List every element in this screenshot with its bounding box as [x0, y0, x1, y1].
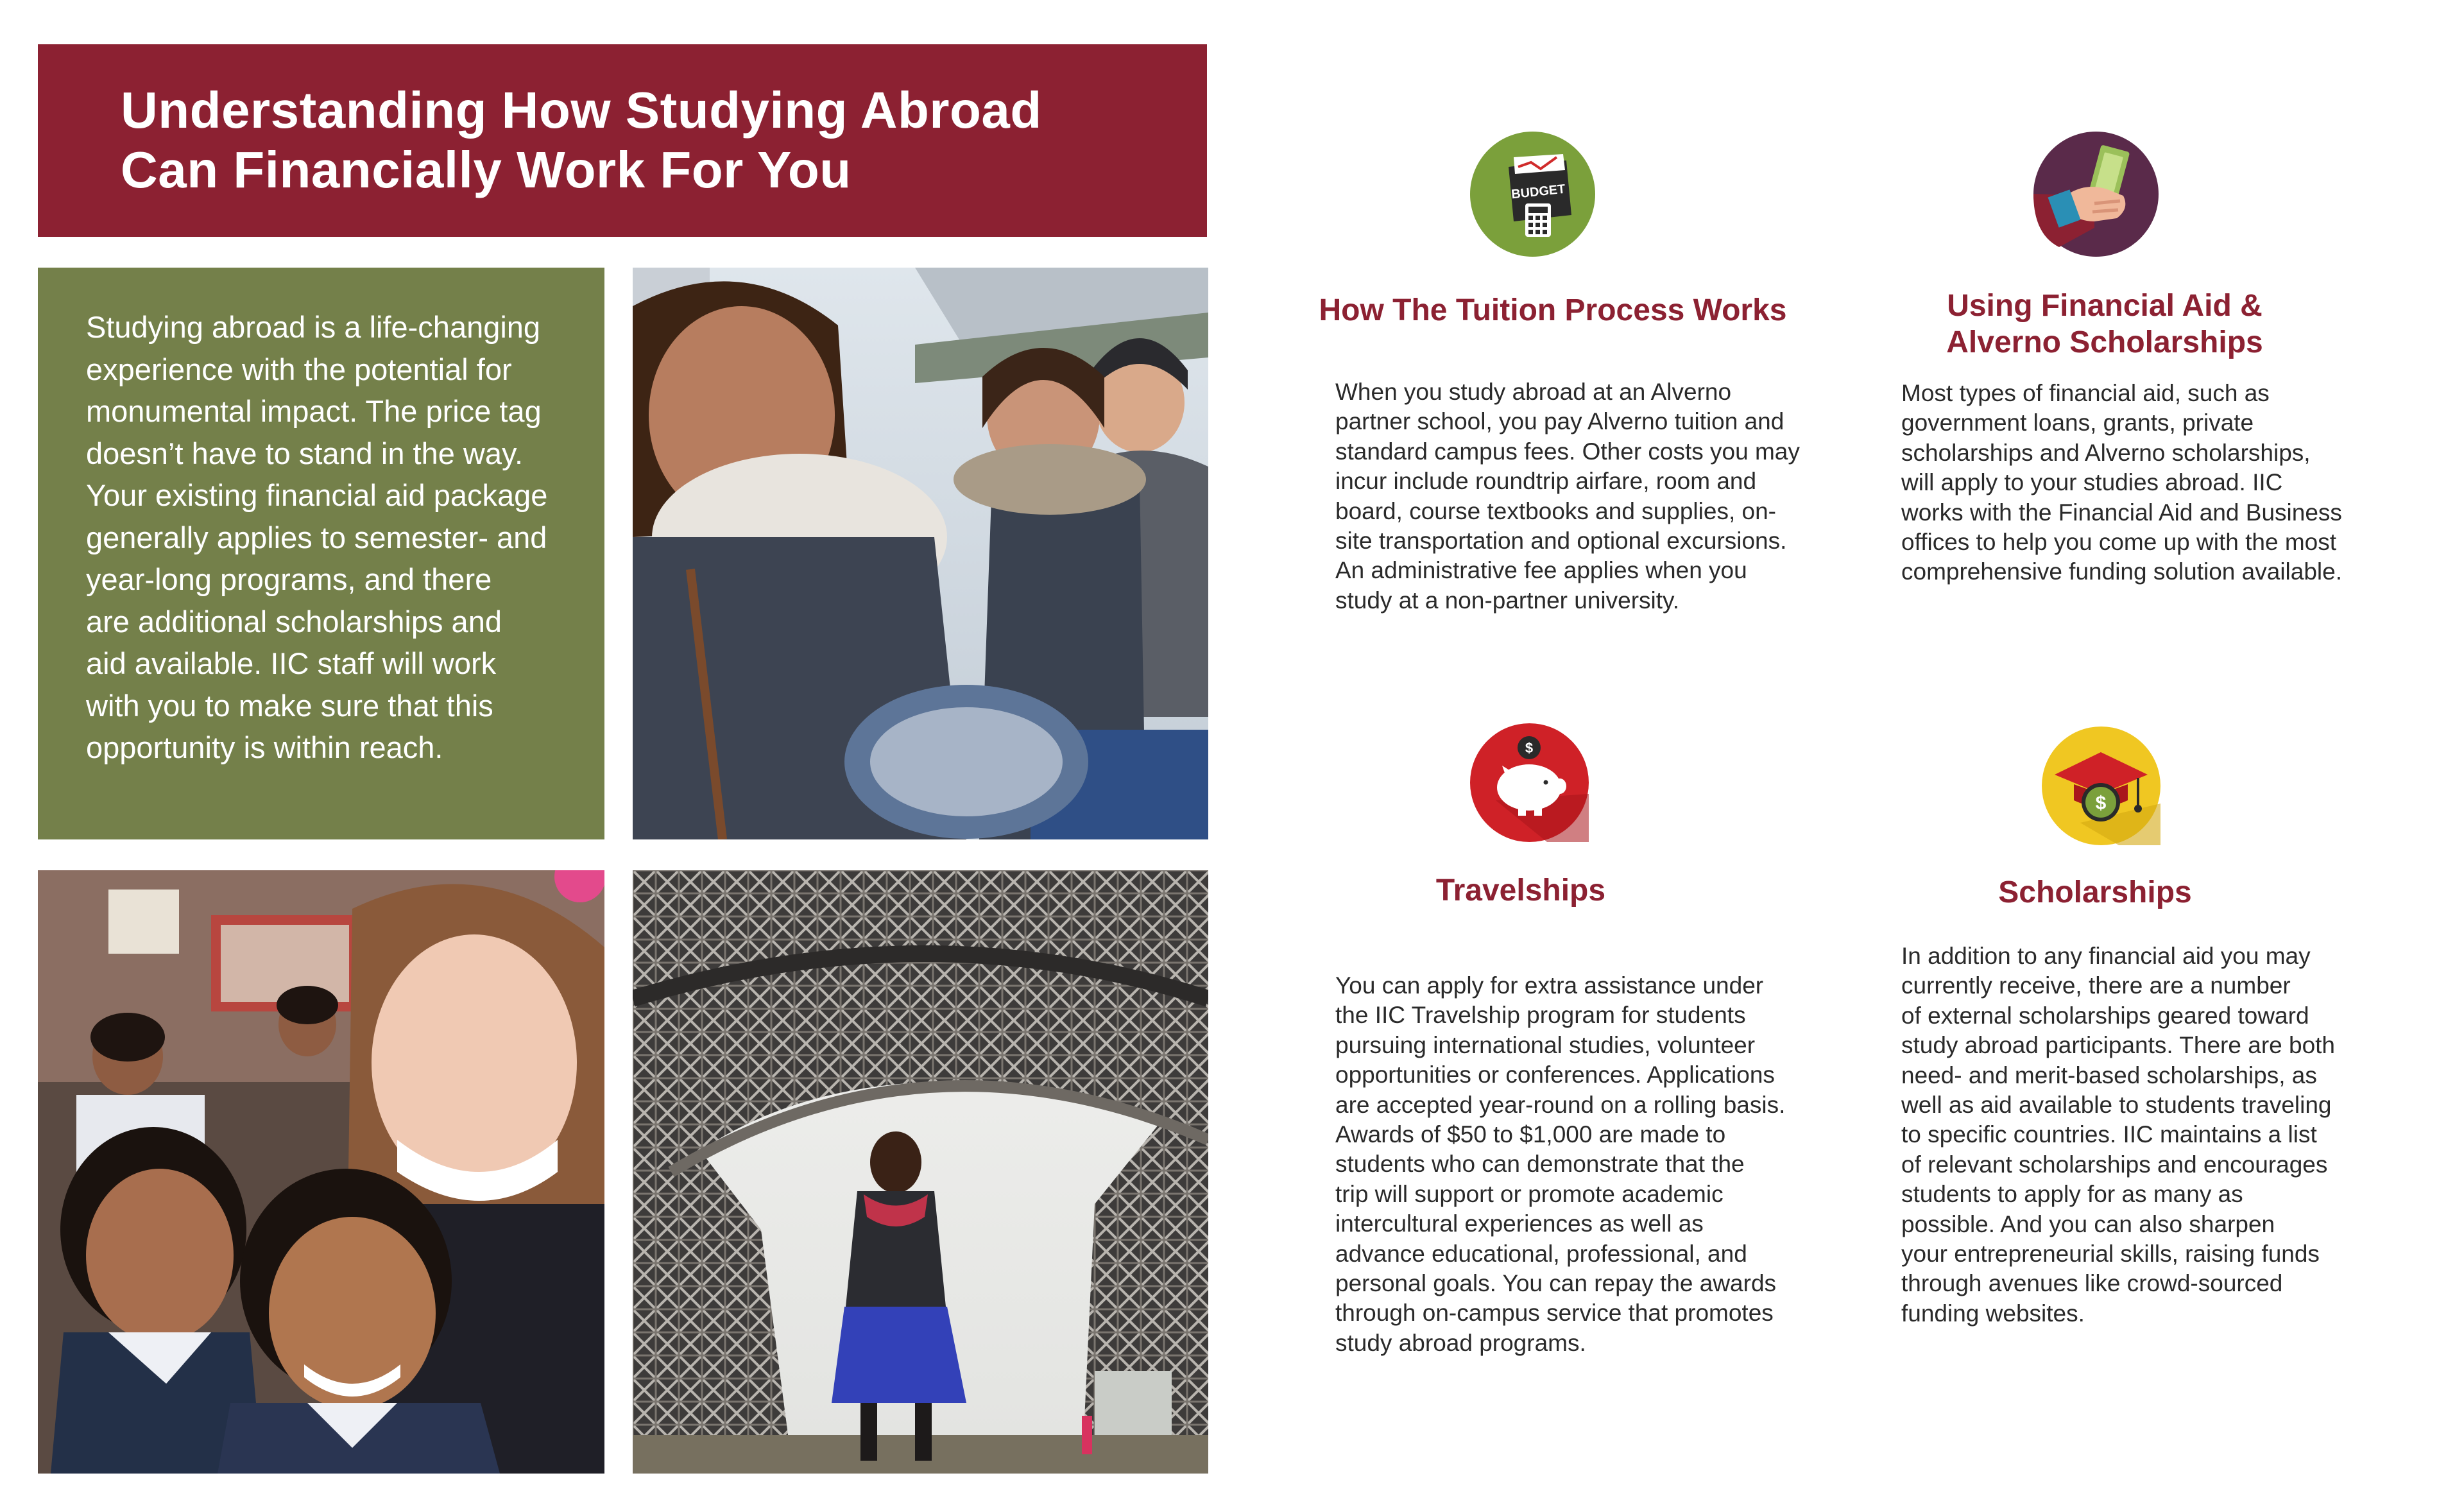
svg-text:$: $: [2095, 793, 2107, 814]
intro-line: aid available. IIC staff will work: [86, 646, 497, 680]
body-line: are accepted year-round on a rolling basis.: [1335, 1091, 1786, 1118]
svg-text:$: $: [1525, 740, 1534, 756]
intro-line: Your existing financial aid package: [86, 478, 548, 512]
intro-line: experience with the potential for: [86, 352, 512, 386]
intro-line: with you to make sure that this: [86, 688, 493, 723]
photo-school-selfie: [38, 870, 604, 1474]
body-line: trip will support or promote academic: [1335, 1180, 1724, 1207]
body-line: comprehensive funding solution available.: [1901, 558, 2342, 585]
header-banner: [38, 44, 1207, 237]
body-line: will apply to your studies abroad. IIC: [1901, 469, 2283, 496]
body-line: study abroad programs.: [1335, 1329, 1586, 1356]
body-line: through avenues like crowd-sourced: [1901, 1270, 2283, 1297]
body-line: When you study abroad at an Alverno: [1335, 379, 1732, 405]
section-title-tuition: How The Tuition Process Works: [1319, 293, 1787, 327]
body-line: An administrative fee applies when you: [1335, 557, 1747, 584]
intro-line: doesn’t have to stand in the way.: [86, 436, 524, 470]
section-body-tuition: [1335, 377, 1861, 615]
page-title-line-2: Can Financially Work For You: [121, 141, 851, 198]
intro-line: monumental impact. The price tag: [86, 394, 542, 428]
money-in-hand-icon: [2033, 132, 2159, 257]
photo-boat-selfie: [633, 268, 1208, 839]
section-title-line-2: Alverno Scholarships: [1946, 325, 2263, 359]
body-line: need- and merit-based scholarships, as: [1901, 1062, 2317, 1088]
section-body-financial-aid: [1901, 379, 2427, 587]
body-line: partner school, you pay Alverno tuition and: [1335, 408, 1784, 435]
budget-label: BUDGET: [1510, 182, 1566, 202]
body-line: your entrepreneurial skills, raising funds: [1901, 1241, 2320, 1268]
intro-panel: [38, 268, 604, 839]
body-line: In addition to any financial aid you may: [1901, 943, 2311, 969]
graduation-cap-money-icon: [2042, 727, 2160, 845]
intro-line: opportunity is within reach.: [86, 730, 443, 764]
intro-line: Studying abroad is a life-changing: [86, 310, 541, 344]
body-line: possible. And you can also sharpen: [1901, 1210, 2275, 1237]
body-line: opportunities or conferences. Applications: [1335, 1062, 1775, 1088]
page-title-line-1: Understanding How Studying Abroad: [121, 82, 1042, 139]
section-title-travelships: Travelships: [1435, 873, 1606, 907]
body-line: offices to help you come up with the most: [1901, 529, 2337, 556]
section-title-line-1: Using Financial Aid &: [1947, 289, 2263, 323]
intro-line: are additional scholarships and: [86, 604, 502, 639]
intro-line: year-long programs, and there: [86, 562, 492, 596]
body-line: of relevant scholarships and encourages: [1901, 1151, 2328, 1178]
body-line: to specific countries. IIC maintains a list: [1901, 1121, 2317, 1148]
body-line: intercultural experiences as well as: [1335, 1210, 1704, 1237]
intro-text: [86, 306, 580, 769]
section-body-travelships: [1335, 971, 1861, 1358]
body-line: You can apply for extra assistance under: [1335, 972, 1764, 999]
body-line: through on-campus service that promotes: [1335, 1300, 1774, 1327]
page-title: [121, 80, 1042, 200]
body-line: well as aid available to students traveling: [1901, 1092, 2332, 1119]
body-line: students who can demonstrate that the: [1335, 1151, 1745, 1178]
section-title-scholarships: Scholarships: [1998, 875, 2192, 909]
body-line: board, course textbooks and supplies, on-: [1335, 497, 1776, 524]
body-line: pursuing international studies, volunteer: [1335, 1031, 1756, 1058]
body-line: students to apply for as many as: [1901, 1181, 2243, 1208]
body-line: works with the Financial Aid and Business: [1901, 499, 2342, 526]
budget-calculator-icon: [1470, 132, 1595, 257]
body-line: personal goals. You can repay the awards: [1335, 1270, 1777, 1297]
body-line: of external scholarships geared toward: [1901, 1002, 2309, 1029]
piggy-bank-icon: [1470, 723, 1589, 842]
body-line: Awards of $50 to $1,000 are made to: [1335, 1121, 1726, 1148]
body-line: Most types of financial aid, such as: [1901, 380, 2270, 406]
intro-line: generally applies to semester- and: [86, 520, 547, 555]
body-line: site transportation and optional excursions.: [1335, 528, 1787, 555]
body-line: incur include roundtrip airfare, room and: [1335, 468, 1757, 495]
section-body-scholarships: [1901, 941, 2427, 1328]
body-line: government loans, grants, private: [1901, 409, 2254, 436]
body-line: study at a non-partner university.: [1335, 587, 1680, 614]
body-line: scholarships and Alverno scholarships,: [1901, 439, 2311, 466]
photo-eiffel-tower: [633, 870, 1208, 1474]
body-line: standard campus fees. Other costs you may: [1335, 438, 1800, 465]
body-line: study abroad participants. There are both: [1901, 1032, 2336, 1059]
body-line: the IIC Travelship program for students: [1335, 1002, 1746, 1029]
body-line: currently receive, there are a number: [1901, 972, 2291, 999]
body-line: funding websites.: [1901, 1300, 2085, 1327]
body-line: advance educational, professional, and: [1335, 1240, 1747, 1267]
section-title-financial-aid: [1848, 288, 2361, 361]
